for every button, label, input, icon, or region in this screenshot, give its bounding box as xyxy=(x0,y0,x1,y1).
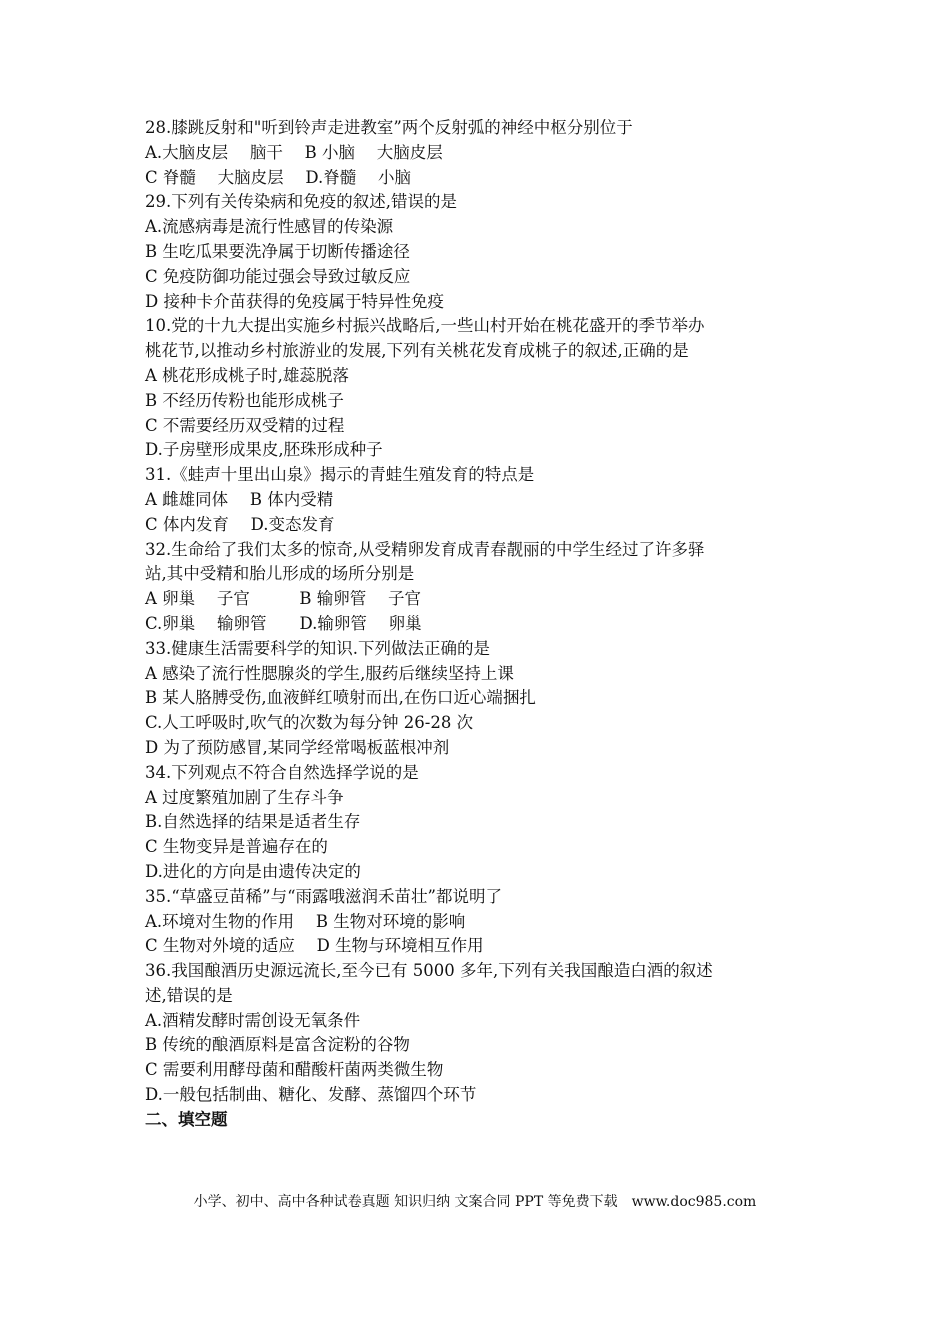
question-line: A.流感病毒是流行性感冒的传染源 xyxy=(145,217,394,237)
question-block xyxy=(145,761,825,885)
question-line: A 桃花形成桃子时,雄蕊脱落 xyxy=(145,365,349,385)
question-line: D.子房壁形成果皮,胚珠形成种子 xyxy=(145,440,383,460)
question-line: A 雌雄同体 B 体内受精 xyxy=(145,489,334,509)
question-stem: 34.下列观点不符合自然选择学说的是 xyxy=(145,762,419,782)
question-line: D.一般包括制曲、糖化、发酵、蒸馏四个环节 xyxy=(145,1085,477,1105)
question-line: D.进化的方向是由遗传决定的 xyxy=(145,861,361,881)
question-block xyxy=(145,959,825,1108)
question-line: A 卵巢 子官 B 输卵管 子官 xyxy=(145,589,422,609)
question-line: A.大脑皮层 脑干 B 小脑 大脑皮层 xyxy=(145,142,443,162)
question-stem: 31.《蛙声十里出山泉》揭示的青蛙生殖发育的特点是 xyxy=(145,465,535,485)
question-line: C 体内发育 D.变态发育 xyxy=(145,514,335,534)
question-line: B 生吃瓜果要洗净属于切断传播途径 xyxy=(145,241,410,261)
question-line: A.环境对生物的作用 B 生物对环境的影响 xyxy=(145,911,466,931)
question-line: C 需要利用酵母菌和醋酸杆菌两类微生物 xyxy=(145,1060,444,1080)
question-stem: 28.膝跳反射和"听到铃声走进教室”两个反射弧的神经中枢分别位于 xyxy=(145,118,633,137)
question-line: C.人工呼吸时,吹气的次数为每分钟 26-28 次 xyxy=(145,713,474,733)
question-stem: 32.生命给了我们太多的惊奇,从受精卵发育成青春靓丽的中学生经过了许多驿 xyxy=(145,539,705,559)
question-block xyxy=(145,885,825,959)
question-line: A 感染了流行性腮腺炎的学生,服药后继续坚持上课 xyxy=(145,663,514,683)
question-block xyxy=(145,463,825,537)
question-line: C 生物对外境的适应 D 生物与环境相互作用 xyxy=(145,936,484,956)
question-stem: 36.我国酿酒历史源远流长,至今已有 5000 多年,下列有关我国酿造白酒的叙述 xyxy=(145,961,713,981)
question-line: C 不需要经历双受精的过程 xyxy=(145,415,345,435)
question-block xyxy=(145,314,825,463)
question-line: 站,其中受精和胎儿形成的场所分别是 xyxy=(145,564,415,584)
question-line: C 免疫防御功能过强会导致过敏反应 xyxy=(145,266,411,286)
question-stem: 29.下列有关传染病和免疫的叙述,错误的是 xyxy=(145,192,457,212)
question-line: B 某人胳膊受伤,血液鲜红喷射而出,在伤口近心端捆扎 xyxy=(145,688,536,708)
question-line: C.卵巢 输卵管 D.输卵管 卵巢 xyxy=(145,613,422,633)
question-block xyxy=(145,538,825,637)
question-line: D 为了预防感冒,某同学经常喝板蓝根冲剂 xyxy=(145,737,450,757)
question-line: 桃花节,以推动乡村旅游业的发展,下列有关桃花发育成桃子的叙述,正确的是 xyxy=(145,341,689,361)
question-line: B 不经历传粉也能形成桃子 xyxy=(145,390,344,410)
section-title: 二、填空题 xyxy=(145,1109,228,1129)
question-line: D 接种卡介苗获得的免疫属于特异性免疫 xyxy=(145,291,444,311)
question-block xyxy=(145,116,825,190)
page-footer: 小学、初中、高中各种试卷真题 知识归纳 文案合同 PPT 等免费下载 www.doc985.com xyxy=(193,1194,757,1210)
question-line: A 过度繁殖加剧了生存斗争 xyxy=(145,787,344,807)
question-stem: 33.健康生活需要科学的知识.下列做法正确的是 xyxy=(145,638,490,658)
question-line: C 脊髓 大脑皮层 D.脊髓 小脑 xyxy=(145,167,411,187)
question-block xyxy=(145,190,825,314)
question-stem: 35.“草盛豆苗稀”与“雨露哦滋润禾苗壮”都说明了 xyxy=(145,886,502,906)
question-line: A.酒精发酵时需创设无氧条件 xyxy=(145,1010,361,1030)
question-stem: 10.党的十九大提出实施乡村振兴战略后,一些山村开始在桃花盛开的季节举办 xyxy=(145,316,705,336)
question-block xyxy=(145,637,825,761)
question-line: C 生物变异是普遍存在的 xyxy=(145,837,328,857)
question-line: 述,错误的是 xyxy=(145,985,233,1005)
question-list xyxy=(145,116,825,1133)
question-line: B.自然选择的结果是适者生存 xyxy=(145,812,361,832)
question-line: B 传统的酿酒原料是富含淀粉的谷物 xyxy=(145,1035,410,1055)
